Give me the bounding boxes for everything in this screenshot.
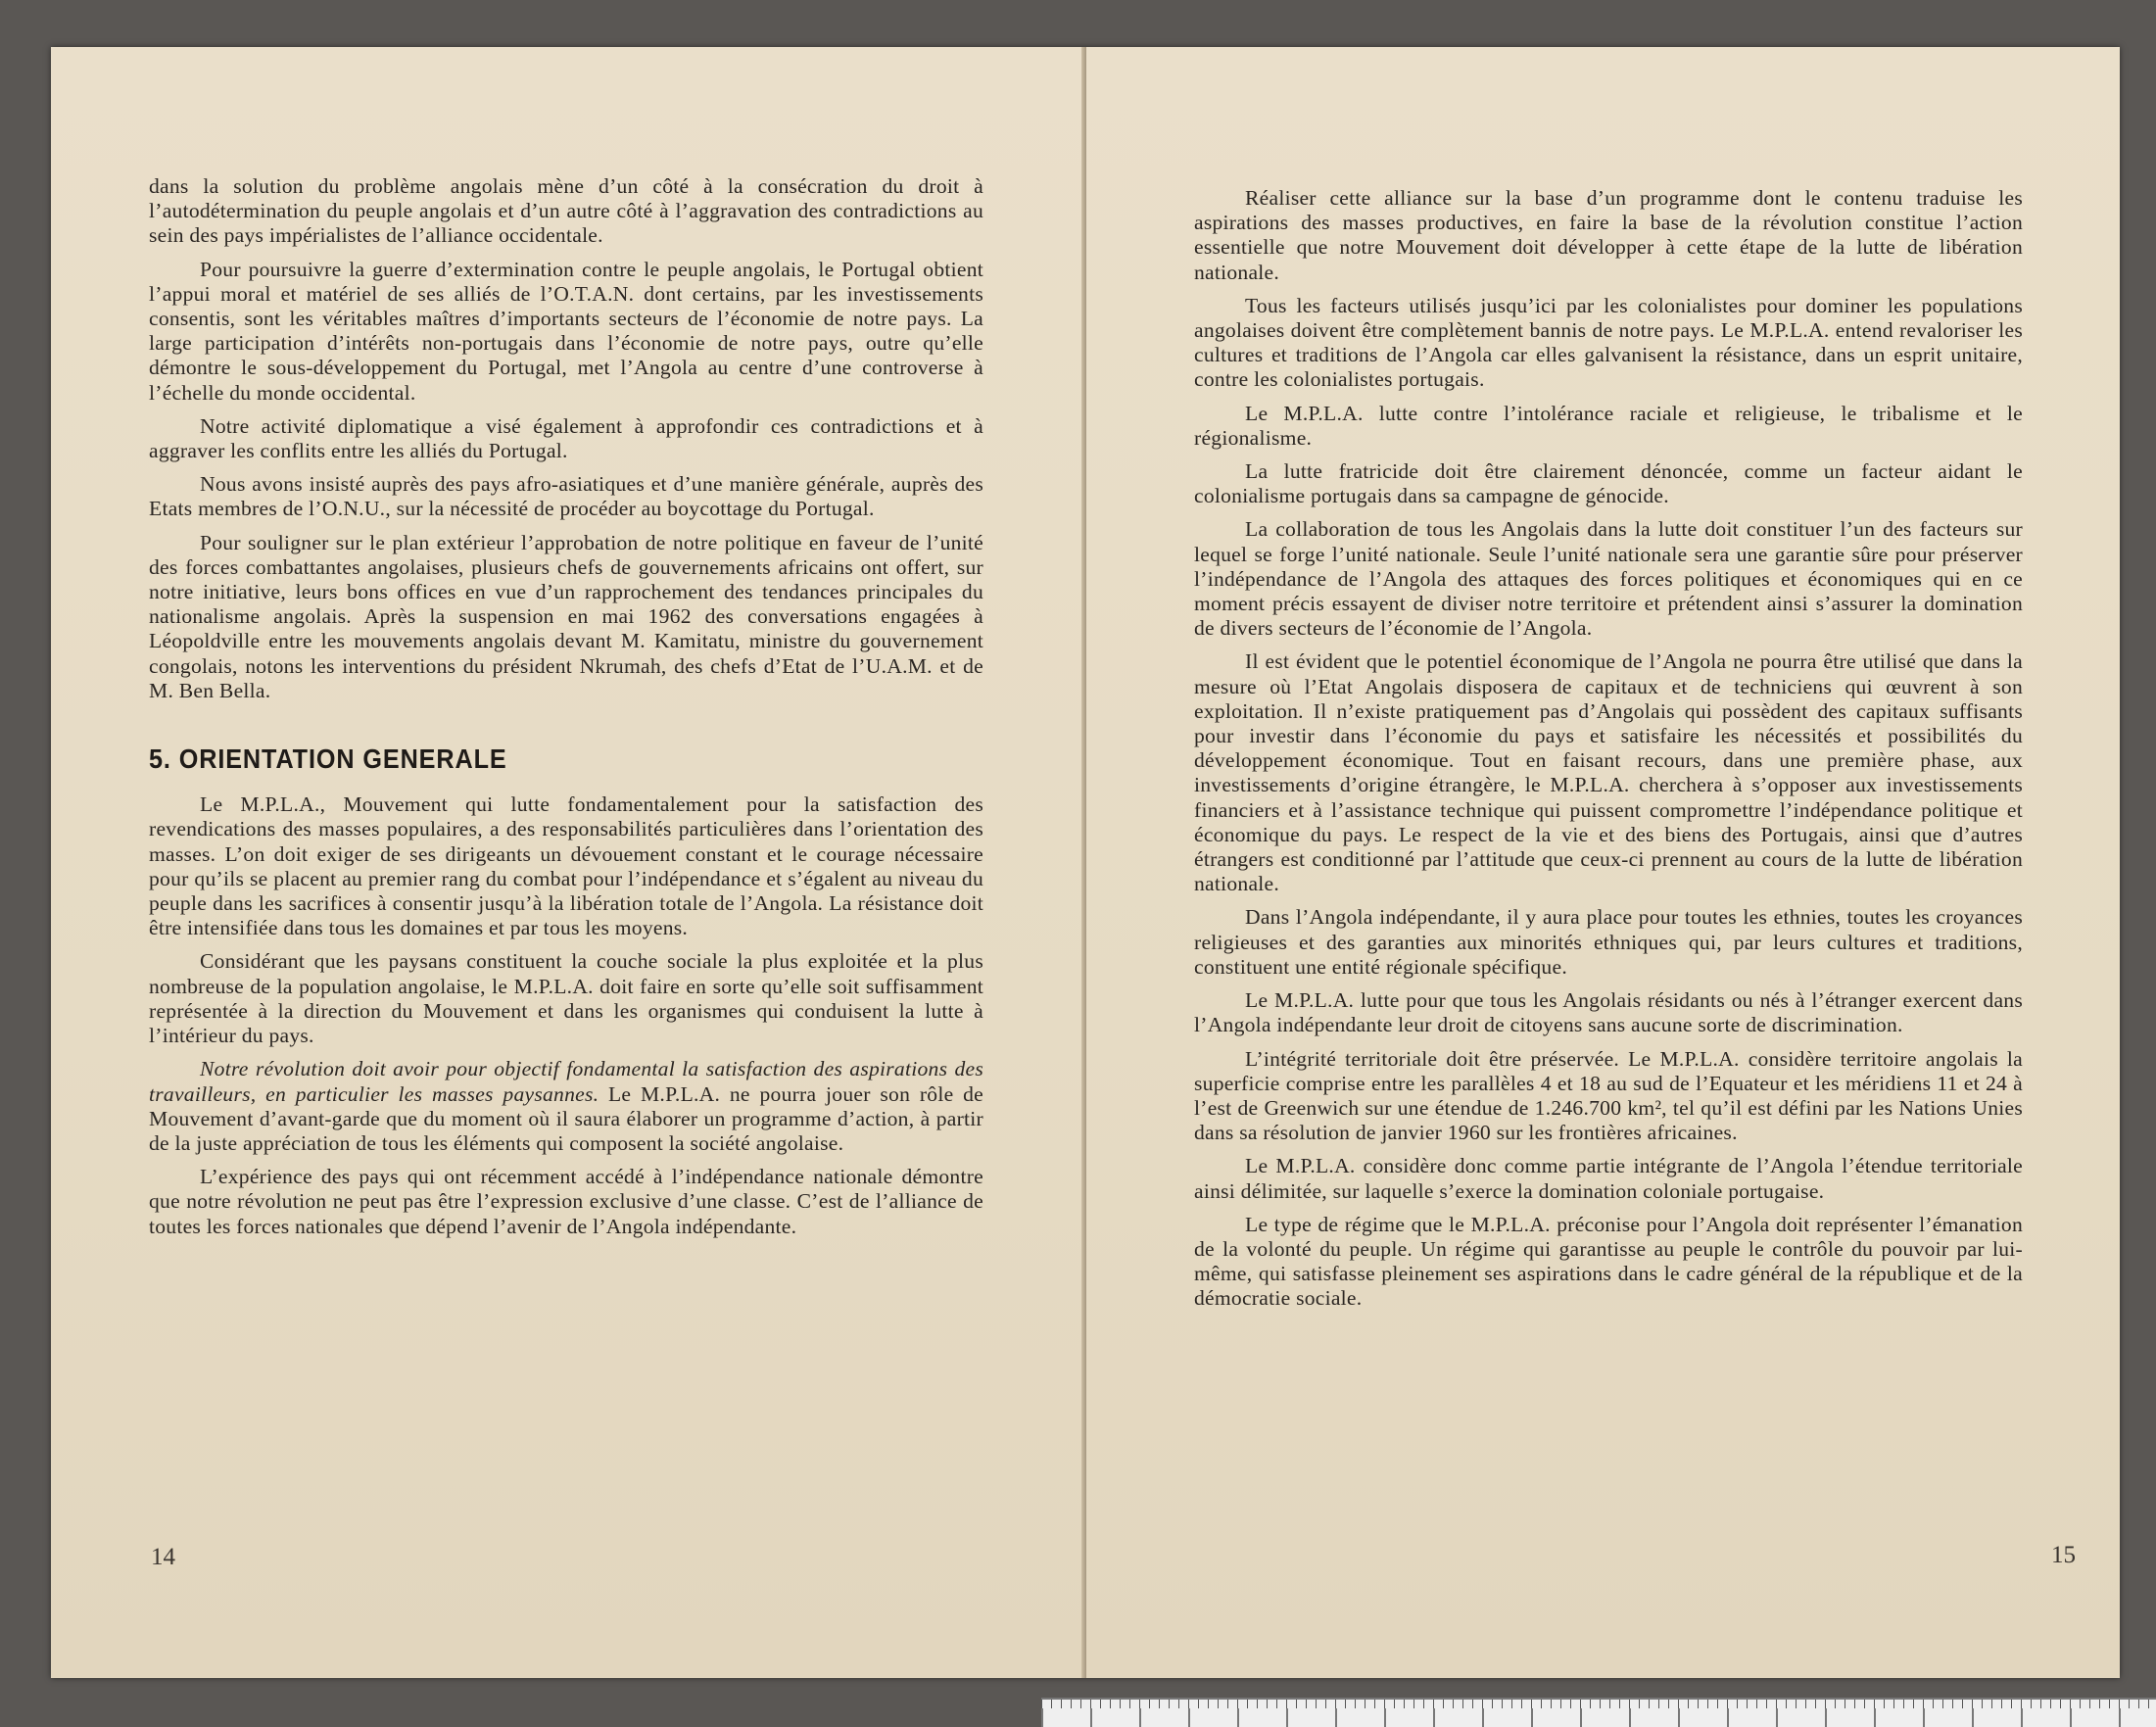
paragraph: Le M.P.L.A. lutte contre l’intolérance raciale et religieuse, le tribalisme et le régionalisme. xyxy=(1194,401,2023,450)
paragraph: Réaliser cette alliance sur la base d’un programme dont le contenu traduise les aspirations des masses productives, en faire la base de la révolution constitue l’action essentielle que notre Mouvement doit développer à cette étape de la lutte de libération nationale. xyxy=(1194,186,2023,284)
paragraph: Le type de régime que le M.P.L.A. préconise pour l’Angola doit représenter l’émanation de la volonté du peuple. Un régime qui garantisse au peuple le contrôle du pouvoir par lui-même, qui satisfasse pleinement ses aspirations dans le cadre général de la république et de la démocratie sociale. xyxy=(1194,1212,2023,1311)
paragraph: Pour souligner sur le plan extérieur l’approbation de notre politique en faveur de l’unité des forces combattantes angolaises, plusieurs chefs de gouvernements africains ont offert, sur notre initiative, leurs bons offices en vue d’un rapprochement des tendances principales du nationalisme angolais. Après la suspension en mai 1962 des conversations engagées à Léopoldville entre les mouvements angolais devant M. Kamitatu, ministre du gouvernement congolais, notons les interventions du président Nkrumah, des chefs d’Etat de l’U.A.M. et de M. Ben Bella. xyxy=(149,530,983,702)
section-heading: 5. ORIENTATION GENERALE xyxy=(149,744,507,775)
paragraph: Nous avons insisté auprès des pays afro-asiatiques et d’une manière générale, auprès des Etats membres de l’O.N.U., sur la nécessité de procéder au boycottage du Portugal. xyxy=(149,472,983,521)
booklet-spread xyxy=(51,47,2120,1678)
paragraph: Le M.P.L.A. lutte pour que tous les Angolais résidants ou nés à l’étranger exercent dans l’Angola indépendante leur droit de citoyens sans aucune sorte de discrimination. xyxy=(1194,988,2023,1037)
left-text-column xyxy=(149,174,983,1248)
paragraph-italic-lead xyxy=(149,1057,983,1156)
paragraph: Dans l’Angola indépendante, il y aura place pour toutes les ethnies, toutes les croyances religieuses et des garanties aux minorités ethniques qui, par leurs cultures et traditions, constituent une entité régionale spécifique. xyxy=(1194,905,2023,979)
paragraph: dans la solution du problème angolais mène d’un côté à la consécration du droit à l’autodétermination du peuple angolais et d’un autre côté à l’aggravation des contradictions au sein des pays impérialistes de l’alliance occidentale. xyxy=(149,174,983,248)
paragraph: Il est évident que le potentiel économique de l’Angola ne pourra être utilisé que dans la mesure où l’Etat Angolais disposera de capitaux et de techniciens qui œuvrent à son exploitation. Il n’existe pratiquement pas d’Angolais qui possèdent des capitaux suffisants pour investir dans l’économie du pays et satisfaire les nécessités et possibilités du développement économique. Tout en faisant recours, dans une première phase, aux investissements d’origine étrangère, le M.P.L.A. cherchera à s’opposer aux investissements financiers et à l’assistance technique qui puissent compromettre l’indépendance politique et économique du pays. Le respect de la vie et des biens des Portugais, ainsi que d’autres étrangers est conditionné par l’attitude que ceux-ci prennent au cours de la lutte de libération nationale. xyxy=(1194,649,2023,896)
paragraph: La collaboration de tous les Angolais dans la lutte doit constituer l’un des facteurs sur lequel se forge l’unité nationale. Seule l’unité nationale sera une garantie sûre pour préserver l’indépendance de l’Angola des attaques des forces politiques et économiques qui en ce moment précis essayent de diviser notre territoire et prétendent ainsi s’assurer la domination de divers secteurs de l’économie de l’Angola. xyxy=(1194,517,2023,641)
paragraph: Le M.P.L.A., Mouvement qui lutte fondamentalement pour la satisfaction des revendications des masses populaires, a des responsabilités particulières dans l’orientation des masses. L’on doit exiger de ses dirigeants un dévouement constant et le courage nécessaire pour qu’ils se placent au premier rang du combat pour l’indépendance et s’égalent au niveau du peuple dans les sacrifices à consentir jusqu’à la libération totale de l’Angola. La résistance doit être intensifiée dans tous les domaines et par tous les moyens. xyxy=(149,792,983,940)
paragraph: Pour poursuivre la guerre d’extermination contre le peuple angolais, le Portugal obtient l’appui moral et matériel de ses alliés de l’O.T.A.N. dont certains, par les investissements consentis, sont les véritables maîtres d’importants secteurs de l’économie de notre pays. La large participation d’intérêts non-portugais dans l’économie de notre pays, outre qu’elle démontre le sous-développement du Portugal, met l’Angola au centre d’une controverse à l’échelle du monde occidental. xyxy=(149,257,983,405)
paragraph: Tous les facteurs utilisés jusqu’ici par les colonialistes pour dominer les populations angolaises doivent être complètement bannis de notre pays. Le M.P.L.A. entend revaloriser les cultures et traditions de l’Angola car elles galvanisent la résistance, dans un esprit unitaire, contre les colonialistes portugais. xyxy=(1194,293,2023,392)
paragraph: L’expérience des pays qui ont récemment accédé à l’indépendance nationale démontre que notre révolution ne peut pas être l’expression exclusive d’une classe. C’est de l’alliance de toutes les forces nationales que dépend l’avenir de l’Angola indépendante. xyxy=(149,1165,983,1238)
page-number-right: 15 xyxy=(2051,1542,2076,1568)
paragraph: La lutte fratricide doit être clairement dénoncée, comme un facteur aidant le colonialisme portugais dans sa campagne de génocide. xyxy=(1194,459,2023,508)
italic-lead: Notre révolution doit avoir pour objectif fondamental la satisfaction des aspirations des travailleurs, en particulier les masses paysannes. xyxy=(149,1057,983,1106)
left-page xyxy=(51,47,1086,1678)
page-number-left: 14 xyxy=(151,1544,175,1570)
italic-rest: Le M.P.L.A. ne pourra jouer son rôle de Mouvement d’avant-garde que du moment où il saura élaborer un programme d’action, à partir de la juste appréciation de tous les éléments qui composent la société angolaise. xyxy=(149,1081,983,1155)
right-page xyxy=(1086,47,2120,1678)
ruler-ticks xyxy=(1041,1708,2156,1727)
paragraph: Considérant que les paysans constituent la couche sociale la plus exploitée et la plus nombreuse de la population angolaise, le M.P.L.A. doit faire en sorte qu’elle soit suffisamment représentée à la direction du Mouvement et dans les organismes qui conduisent la lutte à l’intérieur du pays. xyxy=(149,949,983,1048)
paragraph: Le M.P.L.A. considère donc comme partie intégrante de l’Angola l’étendue territoriale ainsi délimitée, sur laquelle s’exerce la domination coloniale portugaise. xyxy=(1194,1154,2023,1203)
scale-ruler xyxy=(1041,1698,2156,1727)
right-text-column xyxy=(1194,186,2023,1320)
paragraph: L’intégrité territoriale doit être préservée. Le M.P.L.A. considère territoire angolais la superficie comprise entre les parallèles 4 et 18 au sud de l’Equateur et les méridiens 11 et 24 à l’est de Greenwich sur une étendue de 1.246.700 km², tel qu’il est défini par les Nations Unies dans sa résolution de janvier 1960 sur les frontières africaines. xyxy=(1194,1046,2023,1145)
paragraph: Notre activité diplomatique a visé également à approfondir ces contradictions et à aggraver les conflits entre les alliés du Portugal. xyxy=(149,413,983,463)
